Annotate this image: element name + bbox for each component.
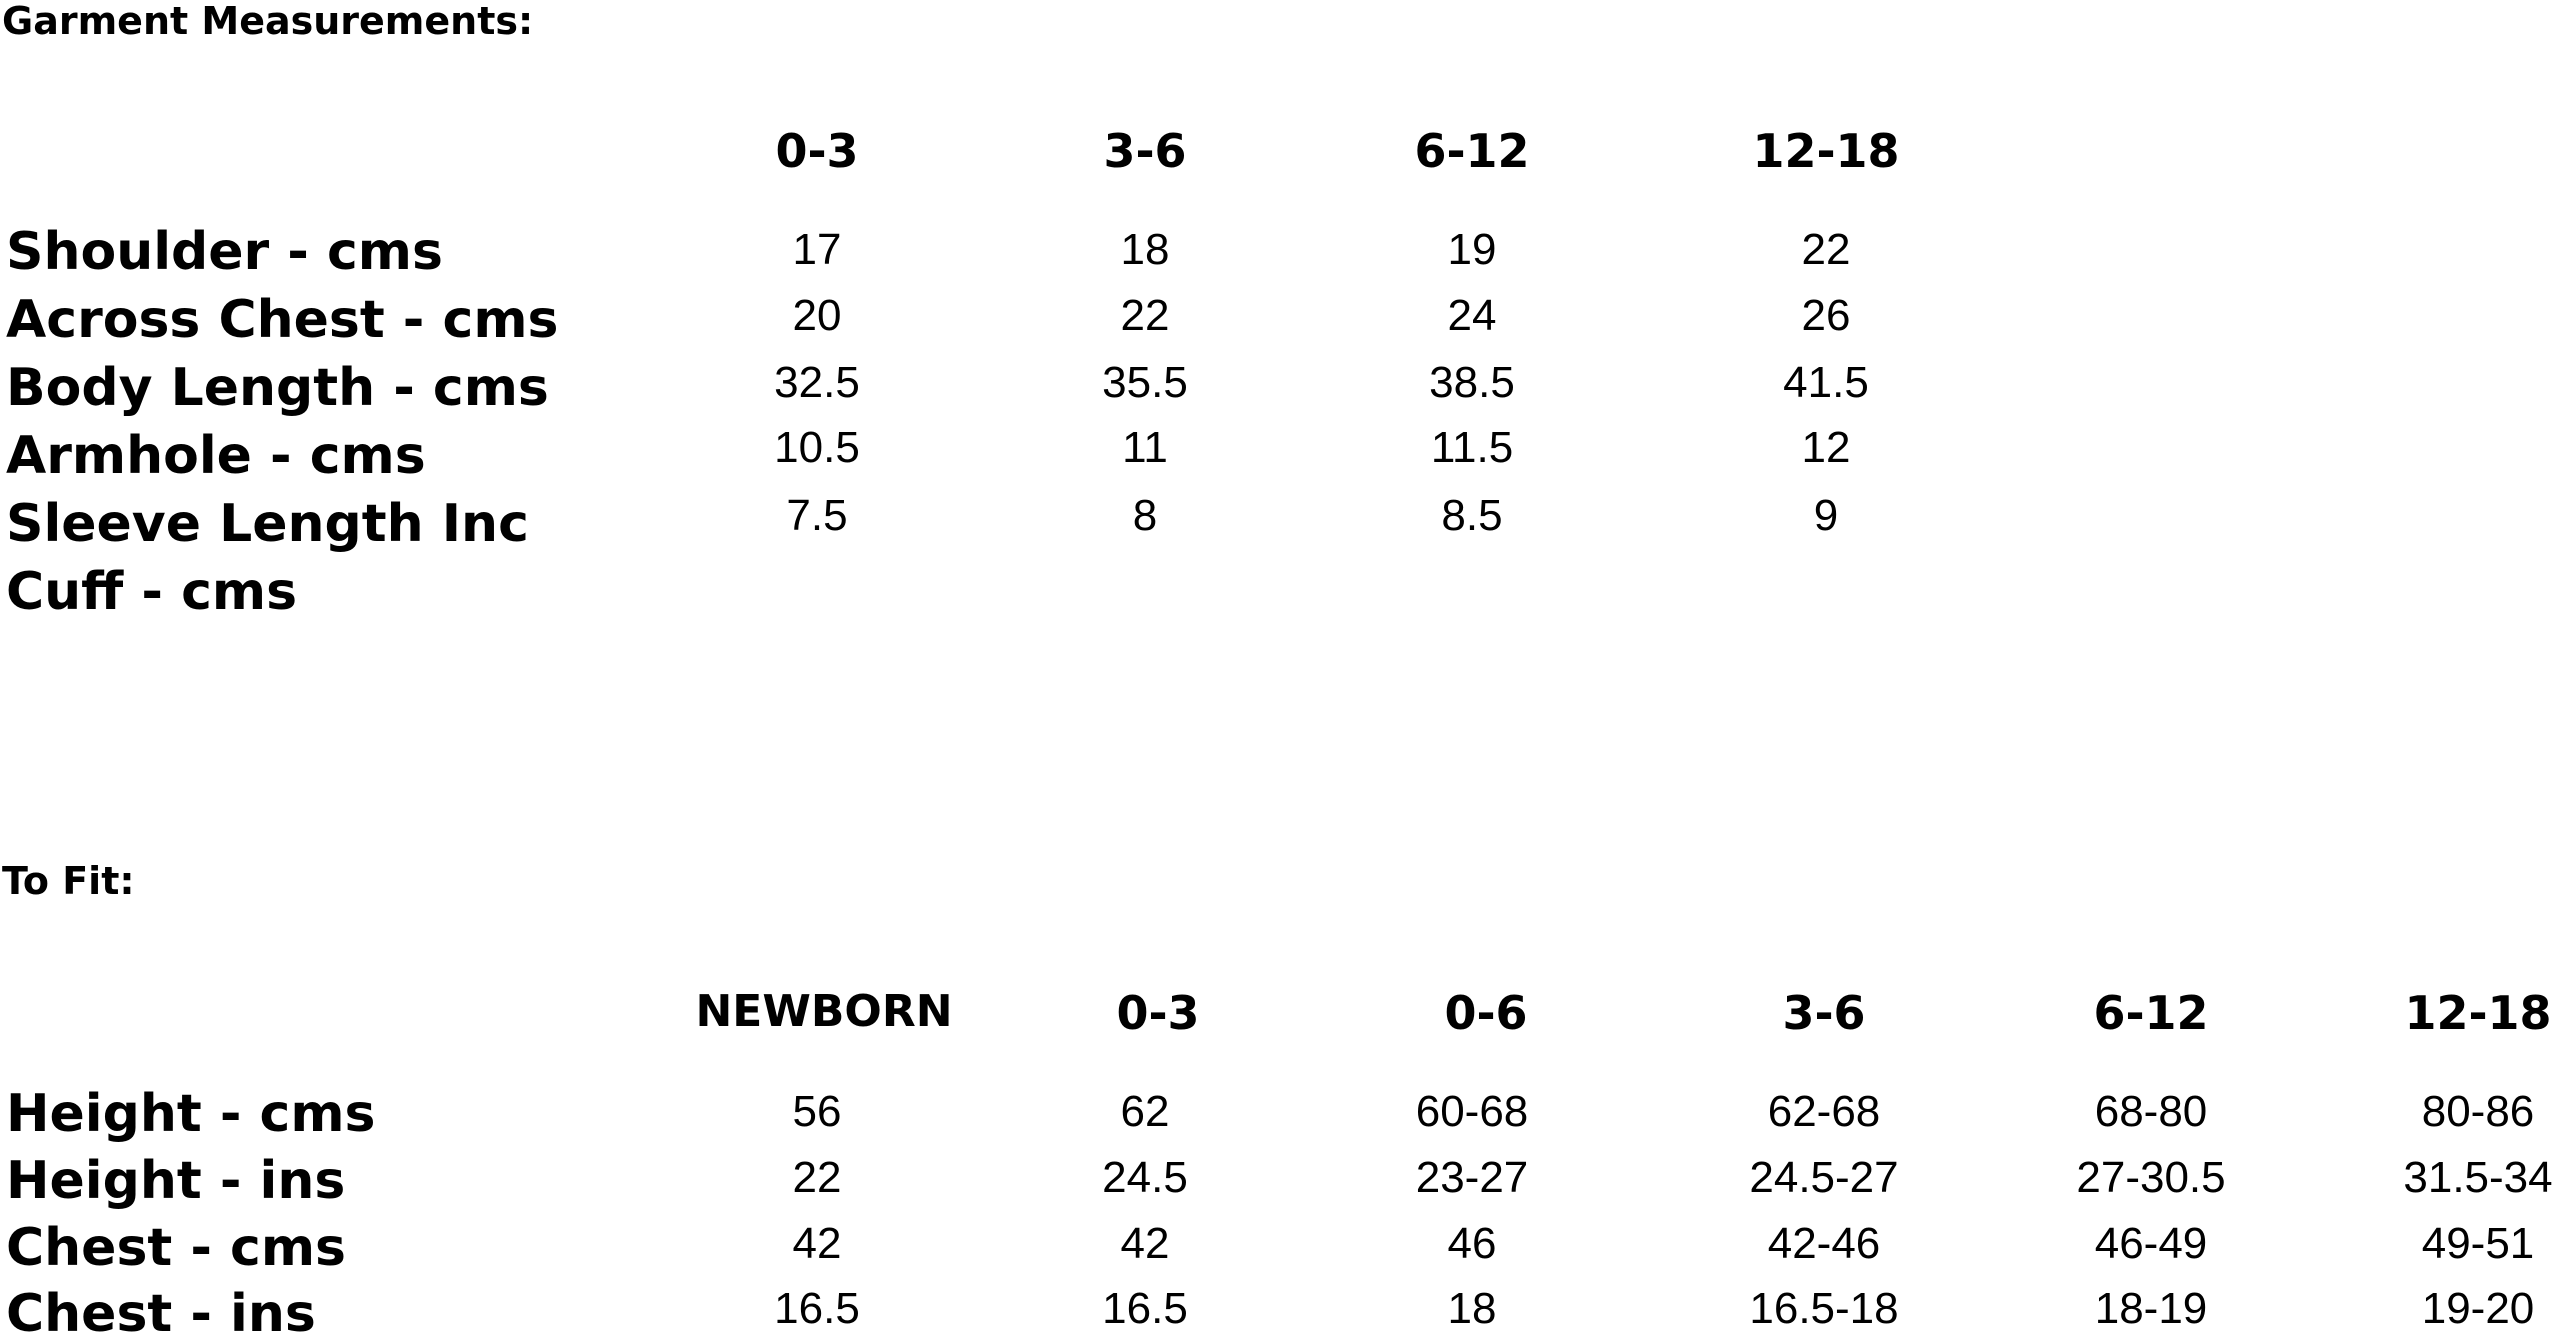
garment-cell: 12	[1801, 423, 1851, 472]
tofit-cell: 18	[1447, 1284, 1497, 1333]
garment-col-header: 12-18	[1752, 124, 1900, 178]
garment-cell: 19	[1447, 225, 1497, 274]
tofit-col-header: 0-3	[1116, 986, 1200, 1040]
garment-col-header: 6-12	[1414, 124, 1530, 178]
tofit-cell: 62	[1120, 1087, 1170, 1136]
garment-cell: 11	[1122, 423, 1168, 472]
tofit-cell: 42-46	[1767, 1219, 1881, 1268]
garment-cell: 7.5	[786, 491, 848, 540]
tofit-col-header: 0-6	[1444, 986, 1528, 1040]
tofit-cell: 56	[792, 1087, 842, 1136]
tofit-col-header: NEWBORN	[695, 986, 953, 1037]
tofit-cell: 42	[792, 1219, 842, 1268]
tofit-cell: 22	[792, 1153, 842, 1202]
garment-cell: 20	[792, 291, 842, 340]
garment-cell: 17	[792, 225, 842, 274]
garment-cell: 41.5	[1783, 358, 1869, 407]
tofit-col-header: 12-18	[2404, 986, 2552, 1040]
garment-col-header: 0-3	[775, 124, 859, 178]
garment-cell: 26	[1801, 291, 1851, 340]
tofit-cell: 31.5-34	[2403, 1153, 2553, 1202]
tofit-cell: 62-68	[1767, 1087, 1881, 1136]
garment-cell: 10.5	[774, 423, 860, 472]
tofit-cell: 16.5	[774, 1284, 860, 1333]
tofit-cell: 18-19	[2094, 1284, 2208, 1333]
garment-measurements-title: Garment Measurements:	[2, 0, 534, 43]
garment-row-label: Across Chest - cms	[6, 290, 559, 350]
garment-cell: 24	[1447, 291, 1497, 340]
tofit-cell: 23-27	[1415, 1153, 1529, 1202]
tofit-cell: 80-86	[2421, 1087, 2535, 1136]
tofit-cell: 68-80	[2094, 1087, 2208, 1136]
garment-cell: 11.5	[1430, 423, 1514, 472]
tofit-row-label: Chest - ins	[6, 1284, 316, 1344]
garment-row-label: Sleeve Length Inc	[6, 494, 529, 554]
tofit-col-header: 3-6	[1782, 986, 1866, 1040]
garment-cell: 35.5	[1102, 358, 1188, 407]
tofit-cell: 27-30.5	[2076, 1153, 2226, 1202]
garment-cell: 9	[1813, 491, 1839, 540]
garment-cell: 22	[1120, 291, 1170, 340]
tofit-row-label: Height - ins	[6, 1151, 346, 1211]
garment-row-label: Shoulder - cms	[6, 222, 443, 282]
tofit-cell: 16.5	[1102, 1284, 1188, 1333]
tofit-cell: 19-20	[2421, 1284, 2535, 1333]
tofit-cell: 42	[1120, 1219, 1170, 1268]
tofit-cell: 46	[1447, 1219, 1497, 1268]
garment-cell: 8	[1132, 491, 1158, 540]
tofit-cell: 16.5-18	[1749, 1284, 1899, 1333]
tofit-cell: 49-51	[2421, 1219, 2535, 1268]
garment-row-label: Cuff - cms	[6, 562, 298, 622]
to-fit-title: To Fit:	[2, 859, 135, 903]
garment-row-label: Armhole - cms	[6, 426, 426, 486]
garment-cell: 8.5	[1441, 491, 1503, 540]
garment-row-label: Body Length - cms	[6, 358, 549, 418]
garment-cell: 38.5	[1429, 358, 1515, 407]
garment-cell: 32.5	[774, 358, 860, 407]
tofit-cell: 24.5	[1102, 1153, 1188, 1202]
tofit-cell: 24.5-27	[1749, 1153, 1899, 1202]
tofit-cell: 46-49	[2094, 1219, 2208, 1268]
garment-cell: 22	[1801, 225, 1851, 274]
tofit-cell: 60-68	[1415, 1087, 1529, 1136]
tofit-col-header: 6-12	[2093, 986, 2209, 1040]
garment-col-header: 3-6	[1103, 124, 1187, 178]
tofit-row-label: Chest - cms	[6, 1218, 347, 1278]
garment-cell: 18	[1120, 225, 1170, 274]
tofit-row-label: Height - cms	[6, 1084, 376, 1144]
